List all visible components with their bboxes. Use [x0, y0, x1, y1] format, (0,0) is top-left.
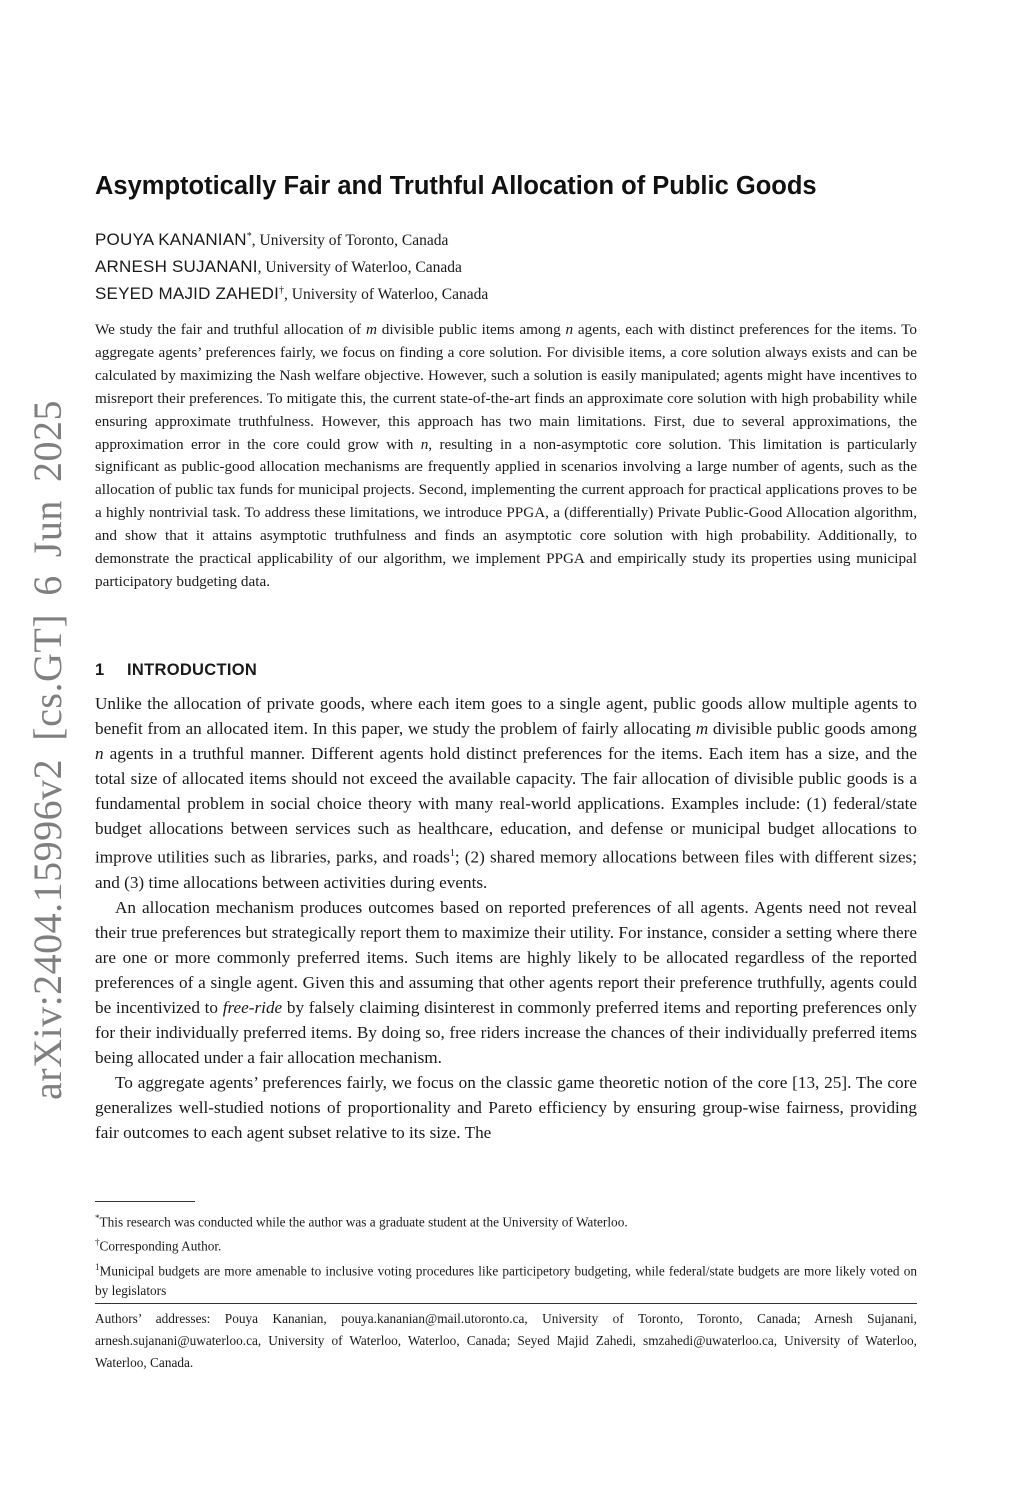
author-affiliation: , University of Waterloo, Canada [284, 286, 489, 303]
footnote-text: This research was conducted while the author was a graduate student at the University of Waterloo. [99, 1214, 628, 1230]
footnote-mark: † [95, 1237, 100, 1248]
paragraph-text: agents in a truthful manner. Different agents hold distinct preferences for the items. Each item has a size, and the total size of allocated items should not exceed the available capacity. The fair allocation of divisible public goods is a fundamental problem in social choice theory with many real-world applications. Examples include: (1) federal/state budget allocations between services such as healthcare, education, and defense or municipal budget allocations to improve utilities such as libraries, parks, and roads [95, 744, 917, 867]
footnote-text: Corresponding Author. [99, 1238, 222, 1254]
author-mark: * [246, 231, 252, 242]
footnote-mark: 1 [95, 1261, 100, 1272]
math-var-m: m [365, 321, 377, 338]
abstract-text: We study the fair and truthful allocation of [95, 321, 366, 338]
author-affiliation: , University of Toronto, Canada [251, 232, 449, 249]
paper-title: Asymptotically Fair and Truthful Allocation of Public Goods [95, 172, 817, 200]
author-line [95, 255, 462, 279]
author-mark: † [279, 285, 285, 296]
math-var-n: n [565, 321, 574, 338]
paragraph-text: by falsely claiming disinterest in commonly preferred items and reporting preferences only for their individually preferred items. By doing so, free riders increase the chances of their individually preferred items being allocated under a fair allocation mechanism. [95, 997, 917, 1067]
author-affiliation: , University of Waterloo, Canada [257, 259, 462, 276]
paragraph [95, 691, 917, 895]
abstract-text: , resulting in a non-asymptotic core solution. This limitation is particularly significant as public-good allocation mechanisms are frequently applied in scenarios involving a large number of agents, such as the allocation of public tax funds for municipal projects. Second, implementing the current approach for practical applications proves to be a highly nontrivial task. To address these limitations, we introduce PPGA, a (differentially) Private Public-Good Allocation algorithm, and show that it attains asymptotic truthfulness and finds an asymptotic core solution with high probability. Additionally, to demonstrate the practical applicability of our algorithm, we implement PPGA and empirically study its properties using municipal participatory budgeting data. [95, 435, 917, 590]
section-title: INTRODUCTION [127, 661, 258, 679]
section-number: 1 [95, 661, 105, 679]
footnote-text: Municipal budgets are more amenable to inclusive voting procedures like participetory budgeting, while federal/state budgets are more likely voted on by legislators [95, 1263, 917, 1299]
introduction-body [95, 691, 917, 1145]
math-var-m: m [695, 719, 709, 738]
author-name: POUYA KANANIAN [95, 230, 247, 249]
emphasis-free-ride: free-ride [222, 997, 283, 1017]
abstract [95, 319, 917, 594]
author-line [95, 282, 488, 306]
author-name: SEYED MAJID ZAHEDI [95, 284, 280, 303]
paragraph [95, 895, 917, 1070]
footnote [95, 1208, 917, 1232]
footnote-mark: * [95, 1213, 100, 1223]
math-var-n: n [95, 744, 104, 763]
authors-addresses: Authors’ addresses: Pouya Kananian, pouya.kananian@mail.utoronto.ca, University of Toronto, Toronto, Canada; Arnesh Sujanani, arnesh.sujanani@uwaterloo.ca, University of Waterloo, Waterloo, Canada; Seyed Majid Zahedi, smzahedi@uwaterloo.ca, University of Waterloo, Waterloo, Canada. [95, 1311, 917, 1370]
section-heading [95, 661, 257, 680]
author-line [95, 228, 448, 252]
footnote [95, 1232, 917, 1256]
footnote-divider [95, 1201, 195, 1202]
paragraph: To aggregate agents’ preferences fairly, we focus on the classic game theoretic notion of the core [13, 25]. The core generalizes well-studied notions of proportionality and Pareto efficiency by ensuring group-wise fairness, providing fair outcomes to each agent subset relative to its size. The [95, 1072, 917, 1142]
footnote-ref[interactable]: 1 [449, 848, 455, 859]
abstract-text: agents, each with distinct preferences for the items. To aggregate agents’ preferences fairly, we focus on finding a core solution. For divisible items, a core solution always exists and can be calculated by maximizing the Nash welfare objective. However, such a solution is easily manipulated; agents might have incentives to misreport their preferences. To mitigate this, the current state-of-the-art finds an approximate core solution with high probability while ensuring approximate truthfulness. However, this approach has two main limitations. First, due to several approximations, the approximation error in the core could grow with [95, 321, 918, 453]
author-name: ARNESH SUJANANI [95, 257, 258, 276]
paragraph-text: ; (2) shared memory allocations between files with different sizes; and (3) time allocations between activities during events. [95, 847, 918, 892]
paragraph-text: Unlike the allocation of private goods, where each item goes to a single agent, public goods allow multiple agents to benefit from an allocated item. In this paper, we study the problem of fairly allocating [95, 694, 917, 738]
footnote [95, 1257, 917, 1301]
paragraph-text: divisible public goods among [708, 719, 917, 738]
footnotes [95, 1208, 917, 1301]
abstract-text: divisible public items among [376, 321, 566, 338]
paragraph-text: An allocation mechanism produces outcomes based on reported preferences of all agents. Agents need not reveal their true preferences but strategically report them to maximize their utility. For instance, consider a setting where there are one or more commonly preferred items. Such items are highly likely to be allocated regardless of the reported preferences of a single agent. Given this and assuming that other agents report their preference truthfully, agents could be incentivized to [95, 897, 917, 1017]
addresses-divider [95, 1303, 917, 1304]
arxiv-identifier-stamp: arXiv:2404.15996v2 [cs.GT] 6 Jun 2025 [25, 400, 70, 1100]
math-var-n: n [420, 435, 429, 453]
